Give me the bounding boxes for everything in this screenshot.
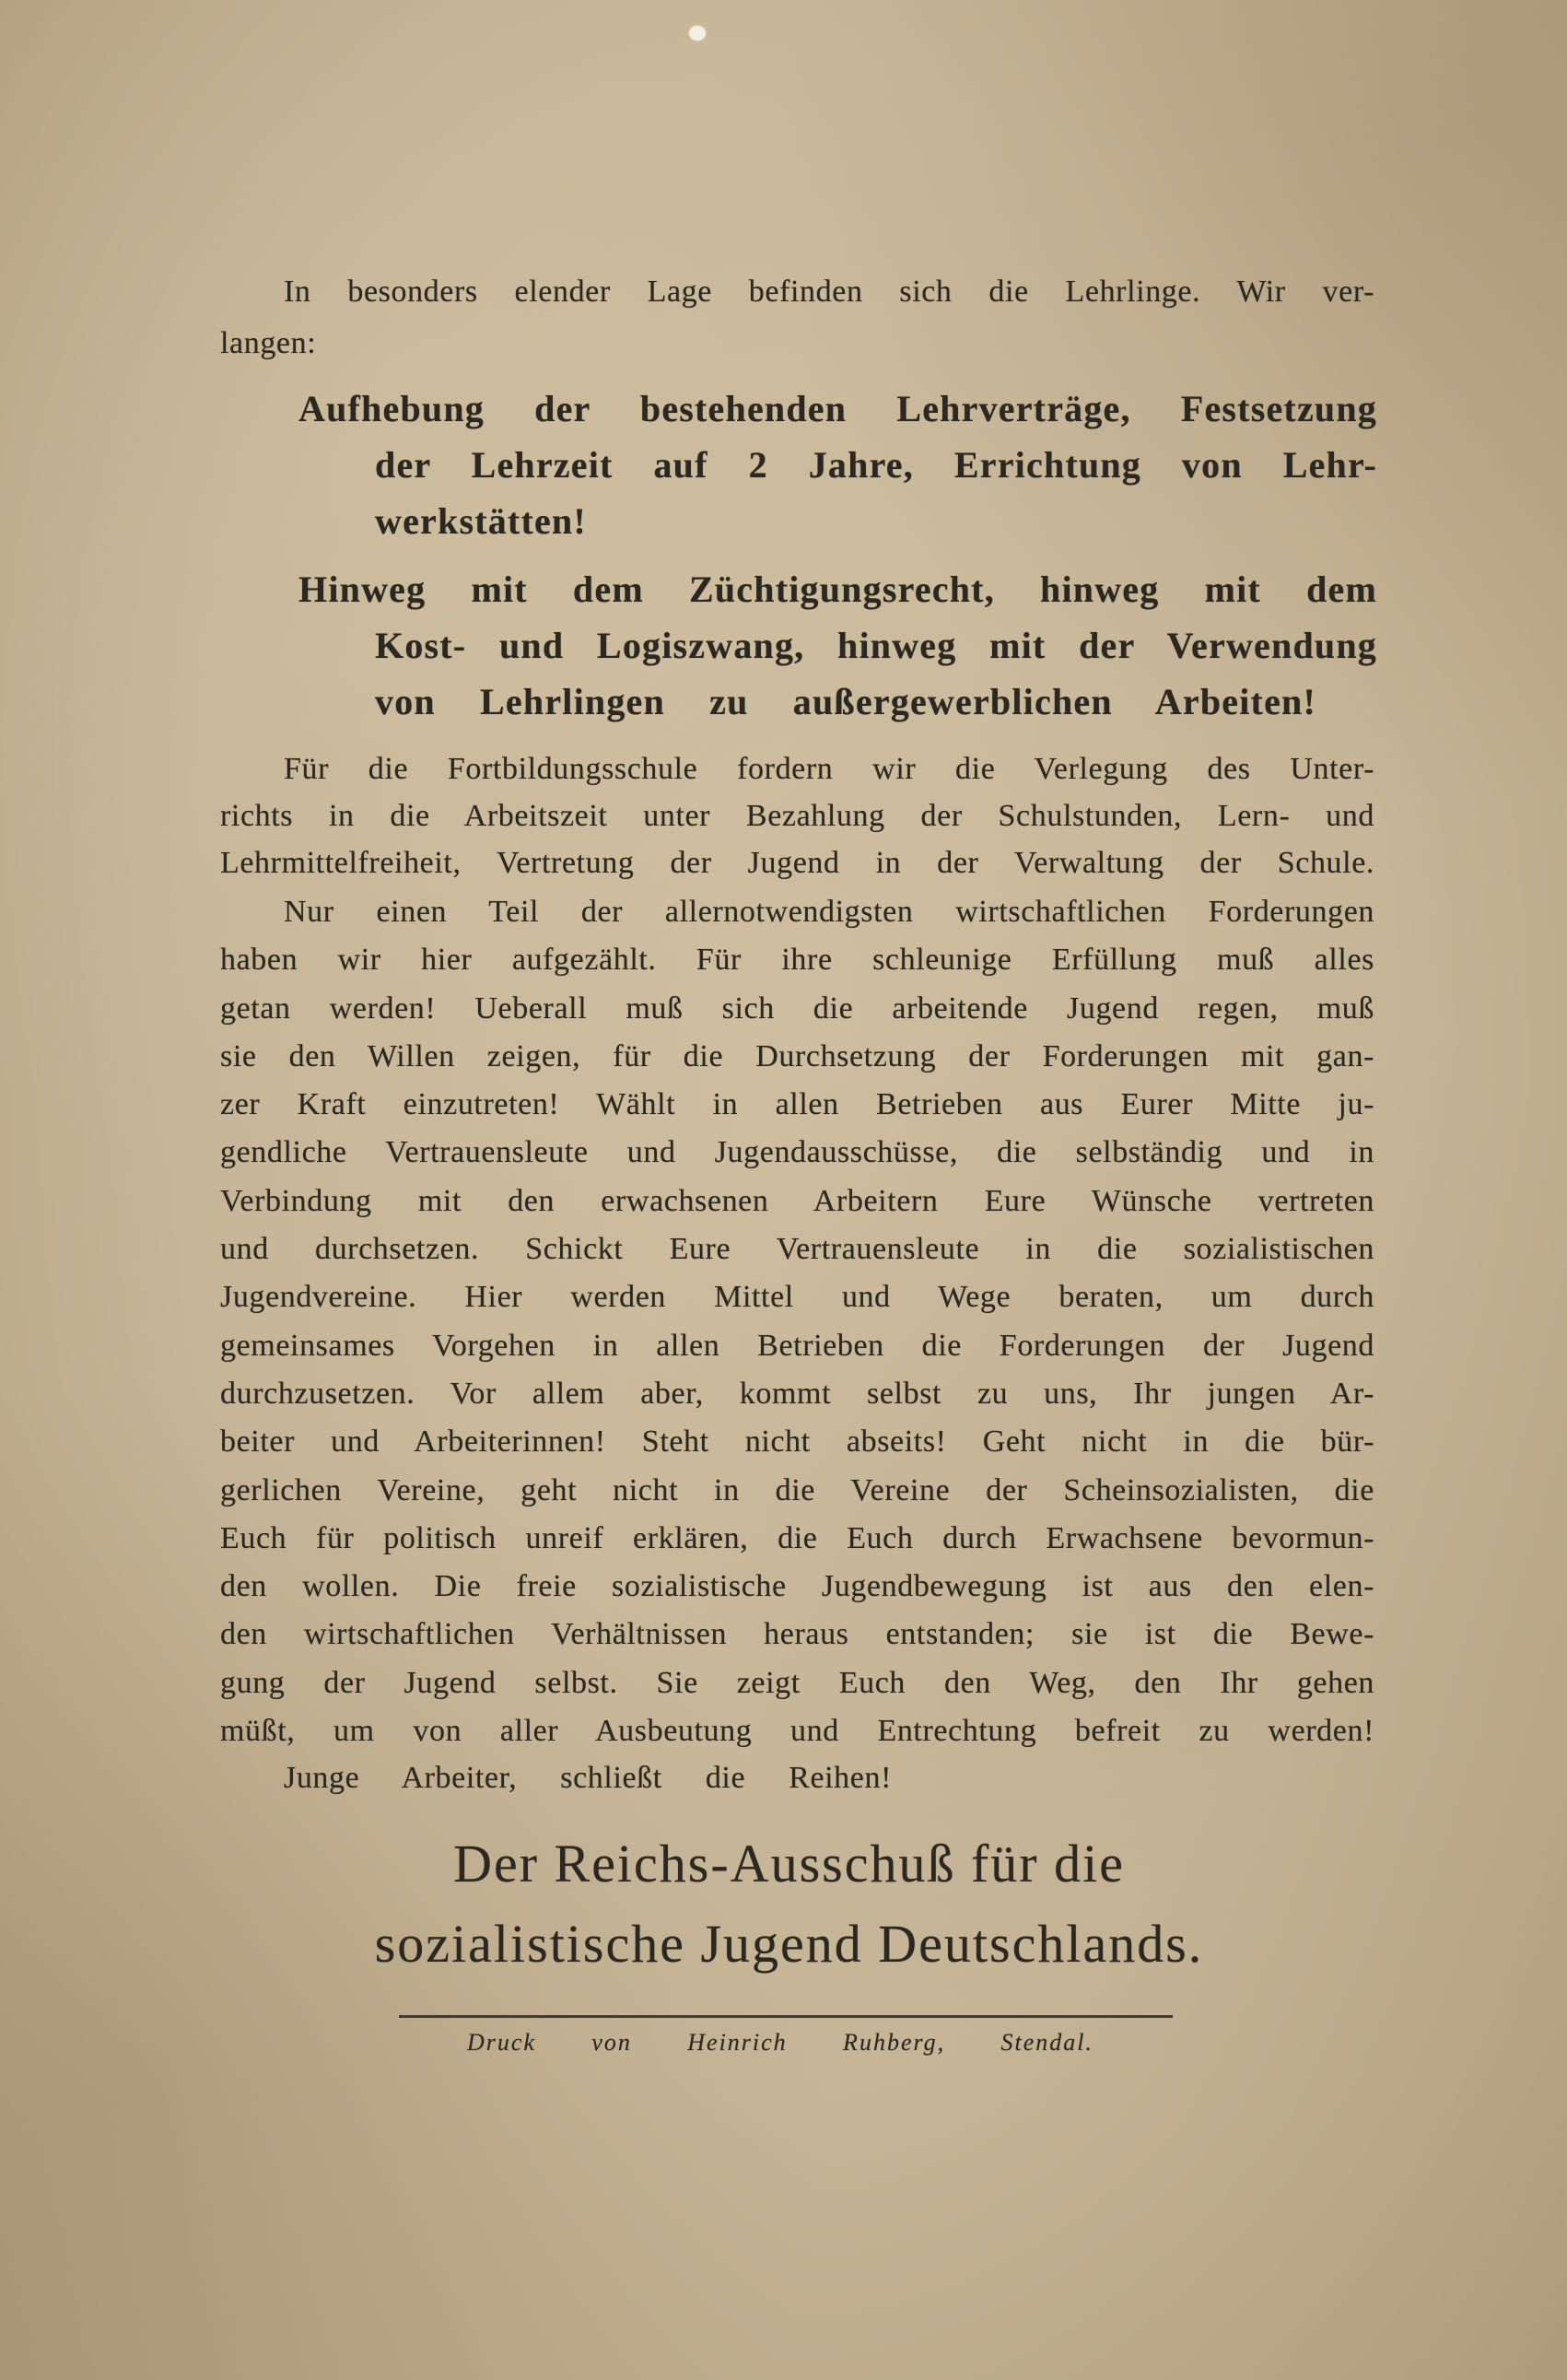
text-line: den wirtschaftlichen Verhältnissen heraus entstanden; sie ist die Bewe- [220,1617,1374,1652]
text-line: der Lehrzeit auf 2 Jahre, Errichtung von Lehr- [375,444,1377,486]
text-line: werkstätten! [375,500,587,542]
text-line: gendliche Vertrauensleute und Jugendausschüsse, die selbständig und in [220,1135,1374,1170]
text-line: und durchsetzen. Schickt Eure Vertrauensleute in die sozialistischen [220,1232,1374,1267]
closing-paragraph [284,1754,892,1802]
text-line: In besonders elender Lage befinden sich die Lehrlinge. Wir ver- [284,275,1374,309]
text-line: haben wir hier aufgezählt. Für ihre schleunige Erfüllung muß alles [220,943,1374,978]
school-paragraph [220,745,1374,886]
text-line: Jugendvereine. Hier werden Mittel und Wege beraten, um durch [220,1280,1374,1315]
text-line: Euch für politisch unreif erklären, die Euch durch Erwachsene bevormun- [220,1520,1374,1555]
text-line: Nur einen Teil der allernotwendigsten wirtschaftlichen Forderungen [284,895,1374,929]
intro-paragraph [220,266,1374,369]
demand-abolish-punishment [298,561,1377,730]
text-line: den wollen. Die freie sozialistische Jugendbewegung ist aus den elen- [220,1569,1374,1604]
text-line: richts in die Arbeitszeit unter Bezahlung der Schulstunden, Lern- und [220,799,1374,833]
text-line: müßt, um von aller Ausbeutung und Entrechtung befreit zu werden! [220,1714,1374,1749]
appeal-paragraph [220,888,1374,1755]
text-line: gemeinsames Vorgehen in allen Betrieben die Forderungen der Jugend [220,1328,1374,1363]
text-line: von Lehrlingen zu außergewerblichen Arbeiten! [375,681,1316,722]
imprint-line: Druck von Heinrich Ruhberg, Stendal. [467,2029,1093,2056]
text-line: Hinweg mit dem Züchtigungsrecht, hinweg mit dem [298,569,1377,610]
printer-imprint [467,2027,1093,2058]
text-line: sie den Willen zeigen, für die Durchsetzung der Forderungen mit gan- [220,1038,1374,1073]
text-line: durchzusetzen. Vor allem aber, kommt selbst zu uns, Ihr jungen Ar- [220,1376,1374,1411]
text-line: zer Kraft einzutreten! Wählt in allen Betrieben aus Eurer Mitte ju- [220,1087,1374,1122]
signature-line: Der Reichs-Ausschuß für die [453,1834,1125,1893]
demand-apprenticeship [298,381,1377,549]
text-line: gerlichen Vereine, geht nicht in die Vereine der Scheinsozialisten, die [220,1472,1374,1507]
text-line: Lehrmittelfreiheit, Vertretung der Jugend in der Verwaltung der Schule. [220,846,1374,880]
closing-line: Junge Arbeiter, schließt die Reihen! [284,1761,892,1795]
signature [11,1823,1567,1984]
paper-speck [689,26,706,41]
divider-rule [399,2015,1173,2018]
text-line: Aufhebung der bestehenden Lehrverträge, Festsetzung [298,388,1377,429]
text-line: langen: [220,326,317,360]
text-line: Verbindung mit den erwachsenen Arbeitern Eure Wünsche vertreten [220,1183,1374,1218]
text-line: Kost- und Logiszwang, hinweg mit der Verwendung [375,625,1377,666]
text-line: getan werden! Ueberall muß sich die arbeitende Jugend regen, muß [220,991,1374,1026]
text-line: beiter und Arbeiterinnen! Steht nicht abseits! Geht nicht in die bür- [220,1424,1374,1460]
text-line: gung der Jugend selbst. Sie zeigt Euch den Weg, den Ihr gehen [220,1665,1374,1700]
signature-line: sozialistische Jugend Deutschlands. [374,1914,1204,1974]
text-line: Für die Fortbildungsschule fordern wir die Verlegung des Unter- [284,752,1374,786]
